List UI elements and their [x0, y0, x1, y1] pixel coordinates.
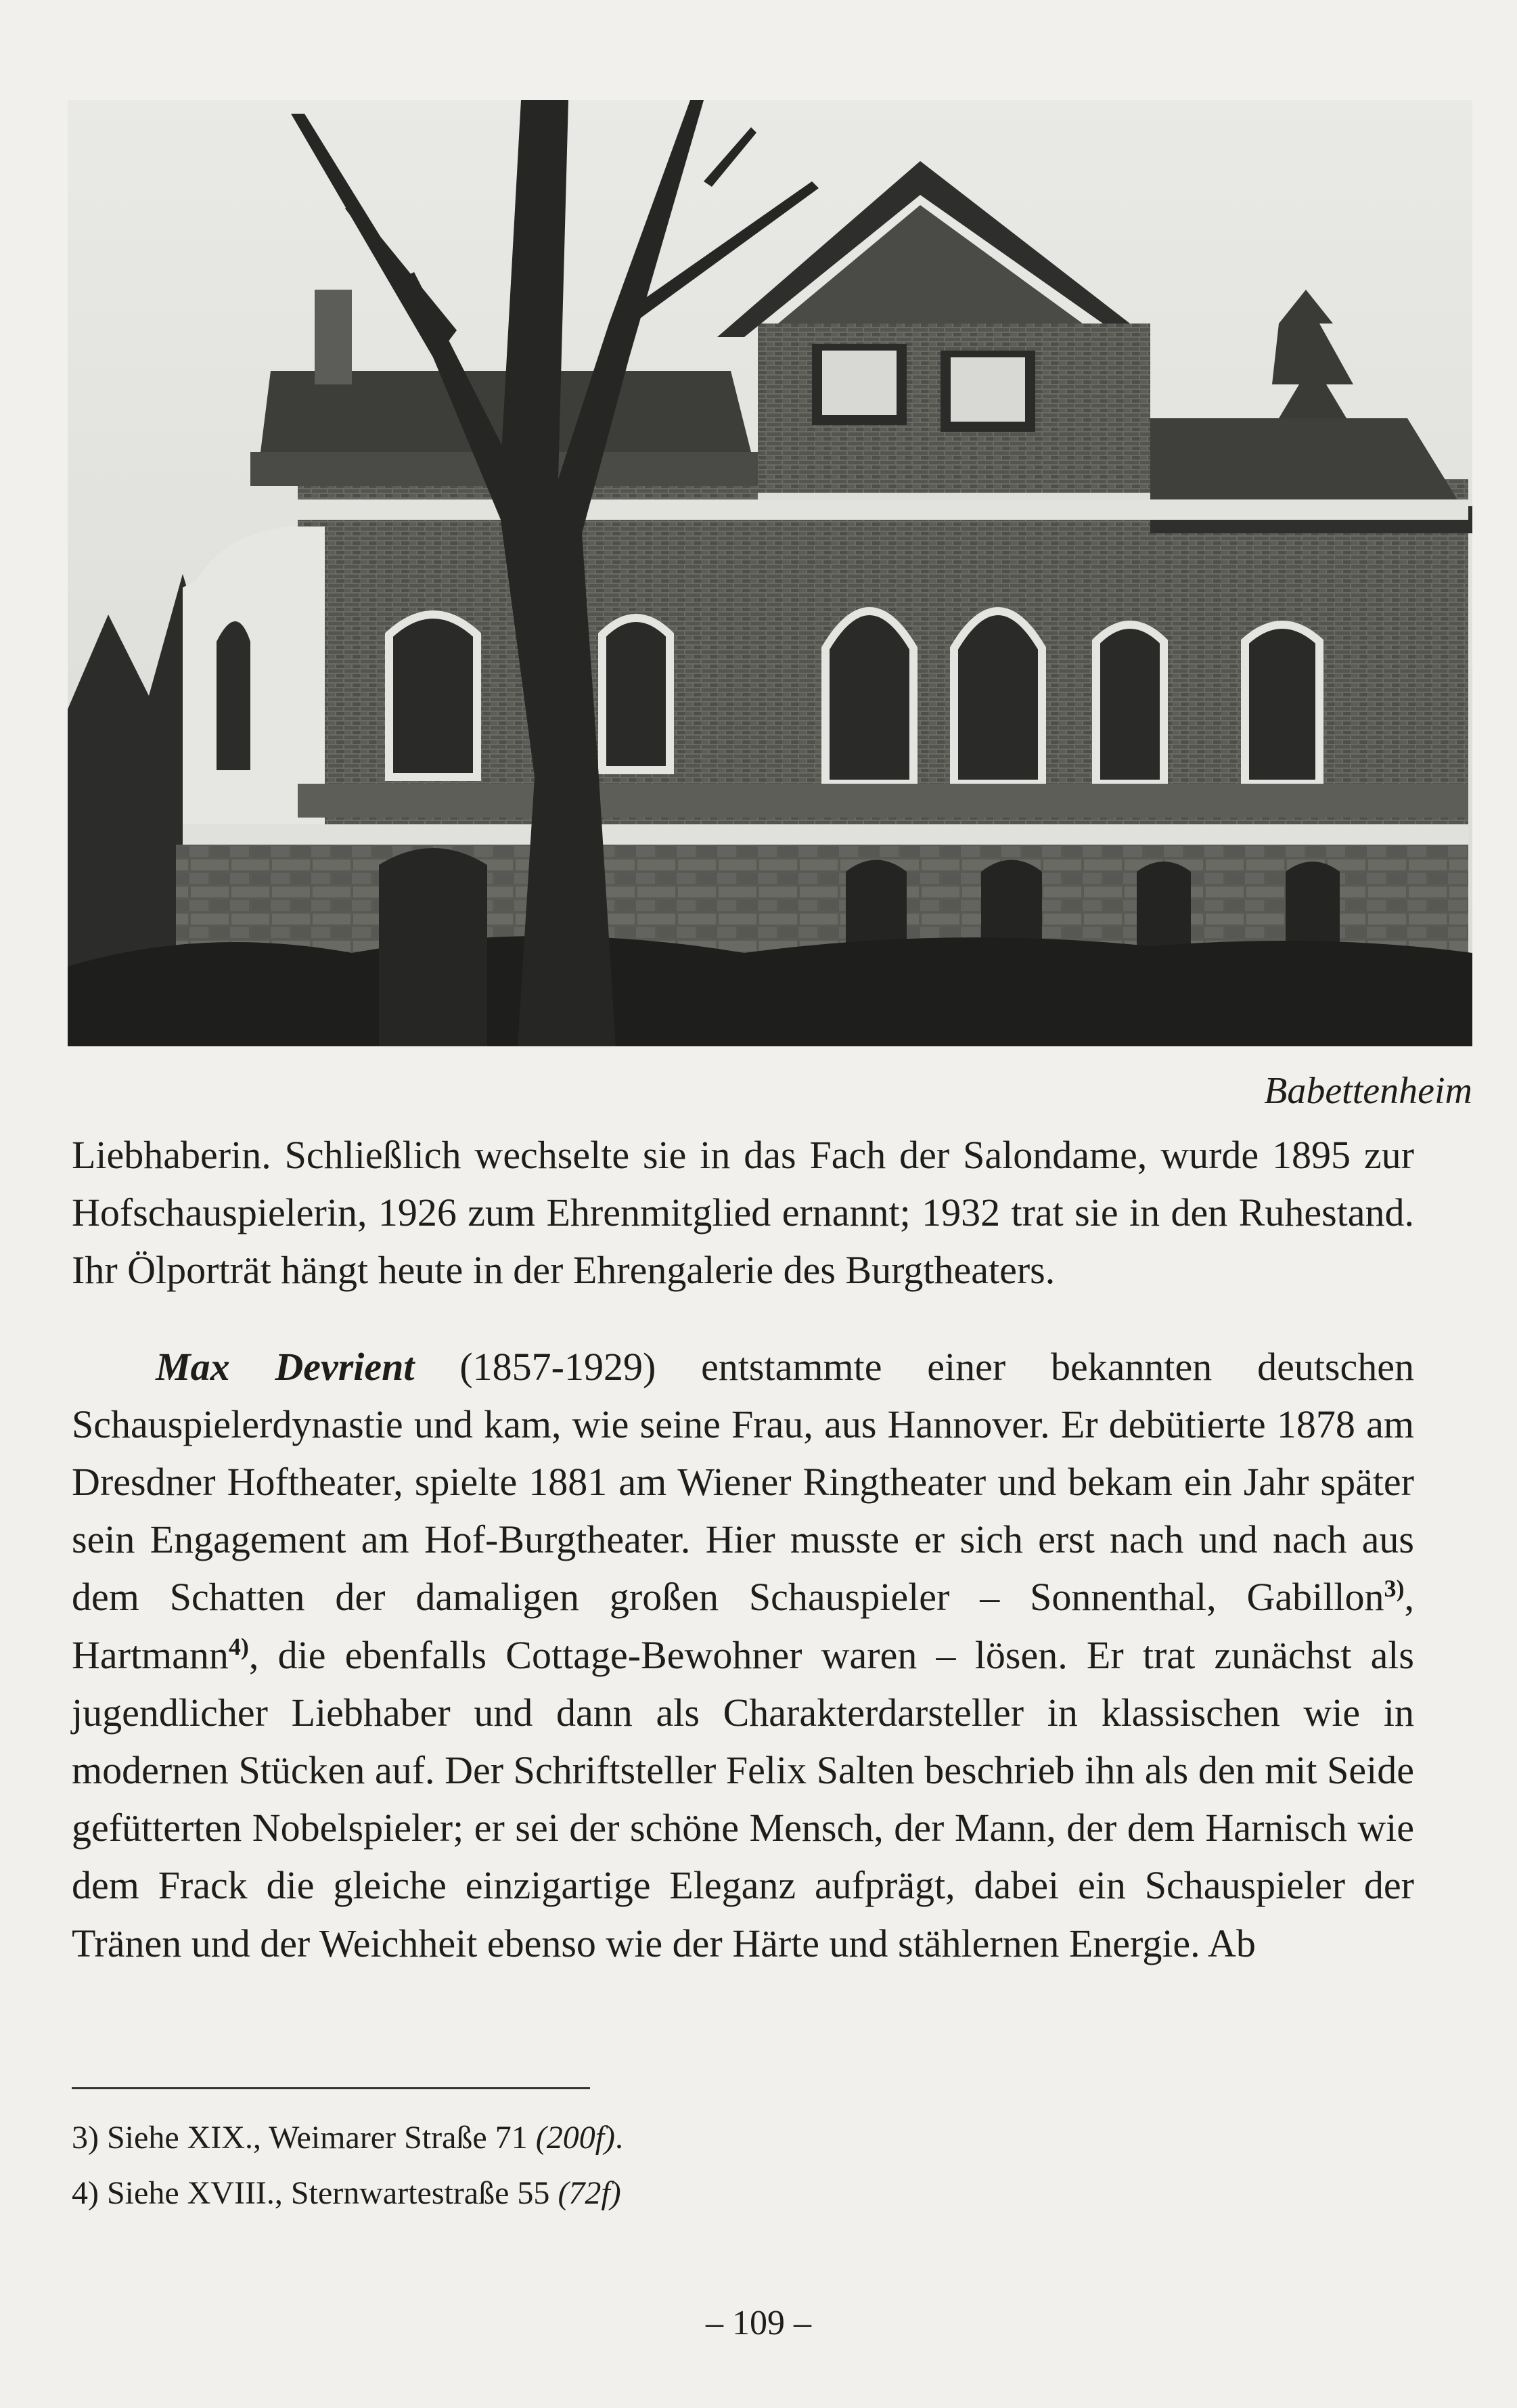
- text-run: , die ebenfalls Cottage-Bewohner waren – lösen. Er trat zunächst als jugendlicher Liebhaber und dann als Charakterdarsteller in klassischen wie in modernen Stücken auf. Der Schriftsteller Felix Salten beschrieb ihn als den mit Seide gefütterten Nobelspieler; er sei der schöne Mensch, der Mann, der dem Harnisch wie dem Frack die gleiche einzigartige Eleganz aufprägt, dabei ein Schauspieler der Tränen und der Weichheit ebenso wie der Härte und stählernen Energie. Ab: [72, 1632, 1414, 1965]
- paragraph: [72, 1338, 1414, 1972]
- footnote-page-ref: (200f): [535, 2120, 616, 2156]
- footnote-reference: 3): [1384, 1575, 1405, 1603]
- body-text: [72, 1126, 1414, 1972]
- text-run: , Hartmann: [72, 1575, 1414, 1677]
- house-photograph: [68, 100, 1472, 1046]
- footnote: [72, 2110, 1222, 2166]
- photo-caption: Babettenheim: [1264, 1070, 1472, 1112]
- footnote-separator: [72, 2087, 590, 2089]
- footnote-page-ref: (72f): [558, 2175, 621, 2211]
- villa-illustration: [68, 100, 1472, 1046]
- page-number: – 109 –: [706, 2304, 811, 2342]
- paragraph: Liebhaberin. Schließlich wechselte sie in das Fach der Salondame, wurde 1895 zur Hofschauspielerin, 1926 zum Ehrenmitglied ernannt; 1932 trat sie in den Ruhestand. Ihr Ölporträt hängt heute in der Ehrengalerie des Burgtheaters.: [72, 1133, 1414, 1293]
- text-run: (1857-1929) entstammte einer bekannten deutschen Schauspielerdynastie und kam, wie seine Frau, aus Hannover. Er debütierte 1878 am Dresdner Hoftheater, spielte 1881 am Wiener Ringtheater und bekam ein Jahr später sein Engagement am Hof-Burgtheater. Hier musste er sich erst nach und nach aus dem Schatten der damaligen großen Schauspieler – Sonnenthal, Gabillon: [72, 1344, 1414, 1620]
- footnote-text: 3) Siehe XIX., Weimarer Straße 71: [72, 2120, 536, 2156]
- footnote-text: 4) Siehe XVIII., Sternwartestraße 55: [72, 2175, 558, 2211]
- person-name: Max Devrient: [156, 1344, 415, 1389]
- footnotes: [72, 2110, 1222, 2221]
- footnote: [72, 2166, 1222, 2221]
- footnote-end: .: [615, 2120, 624, 2156]
- footnote-reference: 4): [228, 1632, 249, 1660]
